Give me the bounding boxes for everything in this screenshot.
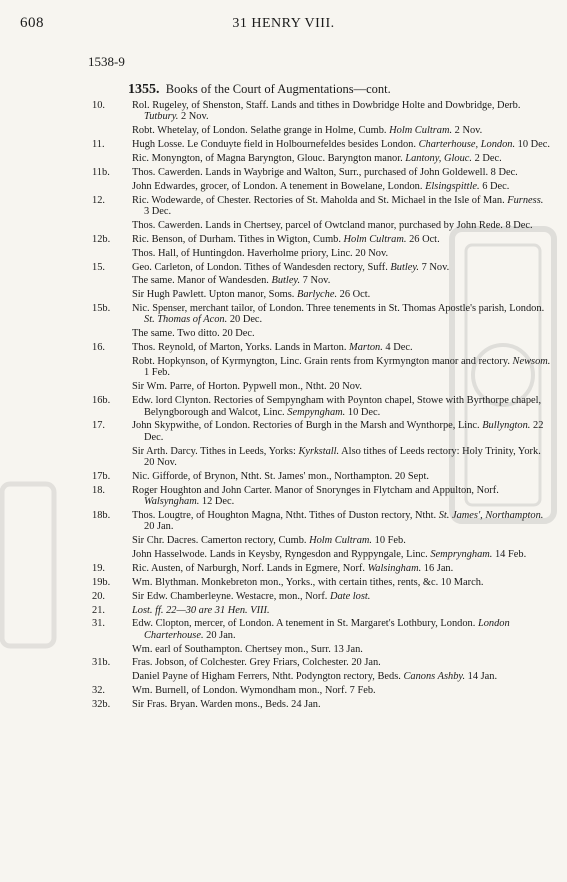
entry-folio: 21.: [92, 604, 105, 616]
entry-text: [132, 153, 551, 164]
entry-date: 2 Nov.: [452, 125, 483, 137]
entry-grant: Sir Hugh Pawlett. Upton manor, Soms.: [132, 289, 297, 301]
list-item: [0, 220, 567, 231]
entry-date: 20 Sept.: [392, 470, 429, 482]
entry-grant: Wm. Burnell, of London. Wymondham mon., Norf.: [132, 685, 348, 697]
entry-folio: 10.: [92, 100, 105, 111]
list-item: [0, 446, 567, 469]
entry-folio: 20.: [92, 590, 105, 602]
entry-folio: 32b.: [92, 699, 111, 711]
list-item: [0, 618, 567, 641]
page-header: [0, 13, 567, 33]
list-item: [0, 395, 567, 418]
entry-house: Barlyche.: [296, 289, 338, 301]
entry-text: [132, 234, 551, 245]
list-item: [0, 549, 567, 560]
list-item: [0, 139, 567, 150]
entry-house: Walsingham.: [367, 562, 422, 574]
entry-house: Furness.: [507, 194, 544, 206]
entry-house: Lantony, Glouc.: [405, 152, 472, 164]
entry-text: [132, 220, 551, 231]
entry-date: 2 Nov.: [178, 111, 209, 123]
entry-text: [132, 699, 551, 710]
entry-grant: Thos. Reynold, of Marton, Yorks. Lands in Marton.: [132, 342, 350, 354]
entry-grant: Geo. Carleton, of London. Tithes of Wandesden rectory, Suff.: [132, 261, 391, 273]
entry-folio: 31.: [92, 618, 105, 630]
entry-text: [132, 485, 551, 508]
list-item: [0, 234, 567, 245]
entry-grant: The same. Manor of Wandesden.: [132, 275, 272, 287]
entry-text: [132, 289, 551, 300]
entry-date: 1 Feb.: [144, 367, 170, 379]
entry-text: [132, 591, 551, 602]
entry-text: [132, 671, 551, 682]
list-item: [0, 181, 567, 192]
list-item: [0, 644, 567, 655]
entry-house: Lost. ff. 22—30 are 31 Hen. VIII.: [132, 604, 270, 616]
entry-grant: The same. Two ditto.: [132, 328, 220, 340]
entry-text: [132, 395, 551, 418]
entry-grant: Roger Houghton and John Carter. Manor of Snorynges in Flytcham and Appulton, Norf.: [132, 484, 499, 496]
entry-date: 22 Dec.: [144, 420, 544, 443]
entry-folio: 16b.: [92, 395, 111, 407]
entry-grant: Ric. Wodewarde, of Chester. Rectories of St. Maholda and St. Michael in the Isle of Man.: [132, 194, 508, 206]
list-item: [0, 577, 567, 588]
entry-text: [132, 644, 551, 655]
entry-date: 14 Jan.: [465, 671, 498, 683]
list-item: [0, 125, 567, 136]
entry-grant: John Hasselwode. Lands in Keysby, Ryngesdon and Ryppyngale, Linc.: [132, 548, 431, 560]
entry-text: [132, 100, 551, 123]
list-item: [0, 699, 567, 710]
entry-folio: 16.: [92, 342, 105, 354]
entry-date: 20 Dec.: [227, 314, 263, 326]
entry-house: Newsom.: [512, 356, 551, 368]
entry-text: [132, 549, 551, 560]
entry-grant: Sir Wm. Parre, of Horton. Pypwell mon., Ntht.: [132, 381, 327, 393]
entry-date: 10 March.: [438, 576, 484, 588]
entry-house: London Charterhouse.: [144, 618, 510, 641]
entry-text: [132, 471, 551, 482]
entry-date: 20 Nov.: [352, 247, 389, 259]
list-item: [0, 342, 567, 353]
entry-grant: Wm. earl of Southampton. Chertsey mon., Surr.: [132, 643, 331, 655]
list-item: [0, 657, 567, 668]
entry-text: [132, 181, 551, 192]
entry-grant: Rol. Rugeley, of Shenston, Staff. Lands and tithes in Dowbridge Holte and Dowbridge, Derb.: [132, 100, 521, 111]
entry-house: Holm Cultram.: [389, 125, 453, 137]
entry-house: Elsingspittle.: [425, 180, 480, 192]
entry-date: 13 Jan.: [330, 643, 363, 655]
entry-grant: Edw. Clopton, mercer, of London. A tenement in St. Margaret's Lothbury, London.: [132, 618, 478, 630]
list-item: [0, 685, 567, 696]
entry-text: [132, 535, 551, 546]
entry-date: Also tithes of Leeds rectory: Holy Trinity, York. 20 Nov.: [144, 445, 541, 468]
entry-house: Charterhouse, London.: [418, 139, 516, 151]
document-title: [128, 82, 391, 98]
entry-grant: Sir Fras. Bryan. Warden mons., Beds.: [132, 699, 289, 711]
entry-grant: Ric. Benson, of Durham. Tithes in Wigton, Cumb.: [132, 233, 344, 245]
entry-text: [132, 139, 551, 150]
entry-date: 26 Oct.: [337, 289, 371, 301]
list-item: [0, 381, 567, 392]
list-item: [0, 591, 567, 602]
entry-folio: 15.: [92, 261, 105, 273]
entry-house: Bullyngton.: [482, 420, 531, 432]
entry-date: 10 Feb.: [372, 535, 406, 547]
entry-date: 26 Oct.: [406, 233, 440, 245]
entry-grant: Sir Arth. Darcy. Tithes in Leeds, Yorks:: [132, 445, 299, 457]
entry-date: 20 Jan.: [348, 657, 381, 669]
list-item: [0, 510, 567, 533]
entry-date: 20 Dec.: [219, 328, 255, 340]
entry-grant: Sir Chr. Dacres. Camerton rectory, Cumb.: [132, 535, 310, 547]
entry-folio: 19.: [92, 562, 105, 574]
entry-text: [132, 248, 551, 259]
entry-text: [132, 446, 551, 469]
list-item: [0, 167, 567, 178]
entry-date: 24 Jan.: [288, 699, 321, 711]
entry-folio: 17b.: [92, 470, 111, 482]
entry-folio: 17.: [92, 420, 105, 432]
list-item: [0, 485, 567, 508]
entry-grant: Wm. Blythman. Monkebreton mon., Yorks., with certain tithes, rents, &c.: [132, 576, 439, 588]
entry-house: Tutbury.: [144, 111, 179, 123]
entry-date: 3 Dec.: [144, 205, 172, 217]
entry-grant: Thos. Cawerden. Lands in Waybrige and Walton, Surr., purchased of John Goldewell.: [132, 166, 489, 178]
entry-folio: 19b.: [92, 576, 111, 588]
document-title-text: Books of the Court of Augmentations—cont.: [165, 82, 391, 96]
entry-folio: 18b.: [92, 509, 111, 521]
entry-house: Marton.: [349, 342, 383, 354]
entry-house: St. Thomas of Acon.: [144, 314, 228, 326]
entry-text: [132, 563, 551, 574]
entry-grant: Hugh Losse. Le Conduyte field in Holbournefeldes besides London.: [132, 139, 419, 151]
entry-date: 8 Dec.: [502, 219, 533, 231]
entry-text: [132, 381, 551, 392]
entry-grant: John Skypwithe, of London. Rectories of Burgh in the Marsh and Wynthorpe, Linc.: [132, 420, 483, 432]
entry-date: 8 Dec.: [488, 166, 518, 178]
entry-text: [132, 342, 551, 353]
entry-grant: Edw. lord Clynton. Rectories of Sempyngham with Poynton chapel, Stowe with Byrthorpe chapel, Belyngborough and Walcot, Linc.: [132, 395, 542, 418]
list-item: [0, 262, 567, 273]
list-item: [0, 420, 567, 443]
entry-text: [132, 618, 551, 641]
entry-house: Butley.: [271, 275, 301, 287]
list-item: [0, 248, 567, 259]
entry-date: 12 Dec.: [199, 495, 235, 507]
entry-house: Date lost.: [329, 590, 371, 602]
entry-text: [132, 195, 551, 218]
entry-folio: 18.: [92, 484, 105, 496]
entry-house: Sempyngham.: [287, 406, 346, 418]
entry-text: [132, 125, 551, 136]
entry-text: [132, 328, 551, 339]
list-item: [0, 100, 567, 123]
margin-year: 1538-9: [88, 54, 125, 69]
entry-folio: 11.: [92, 139, 105, 151]
entry-text: [132, 262, 551, 273]
list-item: [0, 563, 567, 574]
entry-grant: Fras. Jobson, of Colchester. Grey Friars, Colchester.: [132, 657, 349, 669]
entry-text: [132, 510, 551, 533]
entry-grant: Nic. Gifforde, of Brynon, Ntht. St. James' mon., Northampton.: [132, 470, 393, 482]
running-head: 31 HENRY VIII.: [232, 16, 335, 31]
entry-folio: 12.: [92, 194, 105, 206]
entry-text: [132, 167, 551, 178]
entry-folio: 32.: [92, 685, 105, 697]
entry-date: 10 Dec.: [345, 406, 381, 418]
entry-grant: Ric. Austen, of Narburgh, Norf. Lands in Egmere, Norf.: [132, 562, 368, 574]
list-item: [0, 275, 567, 286]
entry-house: Kyrkstall.: [298, 445, 340, 457]
entry-grant: John Edwardes, grocer, of London. A tenement in Bowelane, London.: [132, 180, 426, 192]
entry-date: 10 Dec.: [515, 139, 550, 151]
entry-date: 7 Nov.: [300, 275, 331, 287]
entries-list: [0, 100, 567, 713]
entry-grant: Thos. Cawerden. Lands in Chertsey, parcel of Owtcland manor, purchased by John Rede.: [132, 219, 503, 231]
entry-house: Sempryngham.: [430, 548, 493, 560]
list-item: [0, 605, 567, 616]
entry-date: 20 Jan.: [144, 521, 174, 533]
entry-date: 4 Dec.: [382, 342, 413, 354]
entry-house: St. James', Northampton.: [438, 509, 544, 521]
entry-house: Holm Cultram.: [309, 535, 373, 547]
entry-date: 20 Nov.: [326, 381, 363, 393]
entry-grant: Robt. Hopkynson, of Kyrmyngton, Linc. Grain rents from Kyrmyngton manor and rectory.: [132, 356, 513, 368]
list-item: [0, 356, 567, 379]
entry-date: 2 Dec.: [471, 152, 502, 164]
list-item: [0, 671, 567, 682]
entry-house: Canons Ashby.: [403, 671, 466, 683]
entry-text: [132, 605, 551, 616]
entry-text: [132, 685, 551, 696]
entry-text: [132, 356, 551, 379]
entry-text: [132, 657, 551, 668]
entry-text: [132, 303, 551, 326]
entry-folio: 12b.: [92, 233, 111, 245]
entry-date: 20 Jan.: [203, 629, 236, 641]
entry-text: [132, 420, 551, 443]
entry-date: 7 Feb.: [347, 685, 376, 697]
entry-grant: Nic. Spenser, merchant tailor, of London. Three tenements in St. Thomas Apostle's parish, London.: [132, 303, 545, 315]
entry-grant: Daniel Payne of Higham Ferrers, Ntht. Podyngton rectory, Beds.: [132, 671, 404, 683]
entry-grant: Sir Edw. Chamberleyne. Westacre, mon., Norf.: [132, 590, 330, 602]
entry-date: 6 Dec.: [479, 180, 510, 192]
entry-text: [132, 577, 551, 588]
list-item: [0, 328, 567, 339]
entry-folio: 11b.: [92, 166, 110, 178]
entry-date: 14 Feb.: [492, 548, 527, 560]
entry-text: [132, 275, 551, 286]
entry-grant: Robt. Whetelay, of London. Selathe grange in Holme, Cumb.: [132, 125, 390, 137]
entry-folio: 15b.: [92, 303, 111, 315]
entry-house: Holm Cultram.: [343, 233, 407, 245]
entry-house: Butley.: [390, 261, 419, 273]
list-item: [0, 535, 567, 546]
entry-grant: Ric. Monyngton, of Magna Baryngton, Glouc. Baryngton manor.: [132, 152, 406, 164]
entry-house: Walsyngham.: [144, 495, 200, 507]
list-item: [0, 471, 567, 482]
list-item: [0, 195, 567, 218]
list-item: [0, 289, 567, 300]
entry-grant: Thos. Lougtre, of Houghton Magna, Ntht. Tithes of Duston rectory, Ntht.: [132, 509, 439, 521]
page-number: 608: [20, 15, 44, 31]
entry-grant: Thos. Hall, of Huntingdon. Haverholme priory, Linc.: [132, 247, 353, 259]
entry-folio: 31b.: [92, 657, 111, 669]
list-item: [0, 303, 567, 326]
entry-date: 7 Nov.: [419, 261, 450, 273]
entry-date: 16 Jan.: [421, 562, 454, 574]
document-number: 1355.: [128, 82, 160, 97]
list-item: [0, 153, 567, 164]
